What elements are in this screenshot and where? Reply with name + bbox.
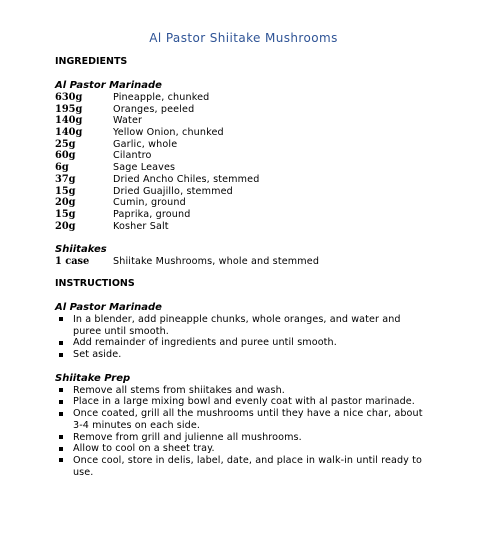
marinade-ingredient-list [55, 92, 435, 232]
ingredient-row [55, 150, 435, 162]
step-item [55, 408, 425, 431]
ingredient-row [55, 92, 435, 104]
ingredient-row [55, 197, 435, 209]
step-text: Once cool, store in delis, label, date, and place in walk-in until ready to use. [73, 454, 422, 478]
ingredient-qty: 140g [55, 115, 83, 127]
ingredient-qty: 15g [55, 208, 76, 220]
recipe-content [55, 56, 435, 478]
square-bullet-icon [59, 317, 63, 321]
marinade-ingredients-heading: Al Pastor Marinade [55, 80, 162, 91]
ingredient-qty: 630g [55, 92, 83, 103]
ingredient-name: Water [113, 115, 143, 127]
square-bullet-icon [59, 435, 63, 439]
square-bullet-icon [59, 447, 63, 451]
step-text: Set aside. [73, 349, 122, 361]
step-item [55, 349, 425, 361]
instructions-heading: INSTRUCTIONS [55, 277, 135, 289]
ingredient-name: Dried Guajillo, stemmed [113, 185, 233, 197]
marinade-steps-heading: Al Pastor Marinade [55, 301, 162, 313]
ingredient-name: Pineapple, chunked [113, 92, 210, 103]
ingredients-heading: INGREDIENTS [55, 56, 128, 67]
ingredient-row [55, 221, 435, 233]
ingredient-name: Shiitake Mushrooms, whole and stemmed [113, 256, 320, 268]
step-text: Allow to cool on a sheet tray. [73, 443, 215, 455]
step-item [55, 432, 425, 444]
square-bullet-icon [59, 341, 63, 345]
recipe-title: Al Pastor Shiitake Mushrooms [149, 31, 338, 45]
square-bullet-icon [59, 353, 63, 357]
ingredient-qty: 15g [55, 185, 76, 197]
step-item [55, 385, 425, 397]
ingredient-name: Paprika, ground [113, 208, 191, 220]
shiitakes-heading: Shiitakes [55, 244, 107, 256]
ingredient-name: Sage Leaves [113, 162, 176, 174]
ingredient-qty: 195g [55, 103, 83, 115]
ingredient-row [55, 174, 435, 186]
ingredient-row [55, 115, 435, 127]
step-text: Place in a large mixing bowl and evenly coat with al pastor marinade. [73, 396, 415, 408]
ingredient-row [55, 186, 435, 198]
ingredient-name: Garlic, whole [113, 138, 178, 150]
square-bullet-icon [59, 412, 63, 416]
marinade-step-list [55, 314, 435, 361]
ingredient-row [55, 104, 435, 116]
ingredient-qty: 20g [55, 197, 76, 209]
ingredient-name: Kosher Salt [113, 220, 169, 232]
ingredient-qty: 37g [55, 173, 76, 185]
ingredient-row [55, 139, 435, 151]
ingredient-qty: 6g [55, 162, 69, 174]
step-text: Remove from grill and julienne all mushrooms. [73, 431, 302, 443]
ingredient-qty: 20g [55, 220, 76, 232]
step-text: Remove all stems from shiitakes and wash. [73, 384, 285, 396]
step-item [55, 396, 425, 408]
step-text: In a blender, add pineapple chunks, whole oranges, and water and puree until smooth. [73, 313, 401, 337]
ingredient-row [55, 256, 435, 268]
step-text: Once coated, grill all the mushrooms until they have a nice char, about 3-4 minutes on each side. [73, 408, 423, 431]
step-text: Add remainder of ingredients and puree until smooth. [73, 337, 337, 349]
square-bullet-icon [59, 400, 63, 404]
shiitake-prep-step-list [55, 385, 435, 479]
step-item [55, 314, 425, 337]
ingredient-qty: 140g [55, 127, 83, 139]
shiitake-ingredient-list [55, 256, 435, 268]
ingredient-name: Cilantro [113, 150, 152, 162]
ingredient-qty: 60g [55, 150, 76, 162]
ingredient-name: Oranges, peeled [113, 103, 195, 115]
ingredient-row [55, 162, 435, 174]
ingredient-row [55, 209, 435, 221]
ingredient-name: Yellow Onion, chunked [113, 127, 224, 139]
ingredient-qty: 1 case [55, 256, 90, 268]
step-item [55, 443, 425, 455]
square-bullet-icon [59, 388, 63, 392]
ingredient-qty: 25g [55, 138, 76, 150]
ingredient-name: Dried Ancho Chiles, stemmed [113, 173, 260, 185]
step-item [55, 455, 425, 478]
shiitake-prep-heading: Shiitake Prep [55, 372, 131, 384]
square-bullet-icon [59, 458, 63, 462]
step-item [55, 337, 425, 349]
ingredient-name: Cumin, ground [113, 197, 186, 209]
ingredient-row [55, 127, 435, 139]
